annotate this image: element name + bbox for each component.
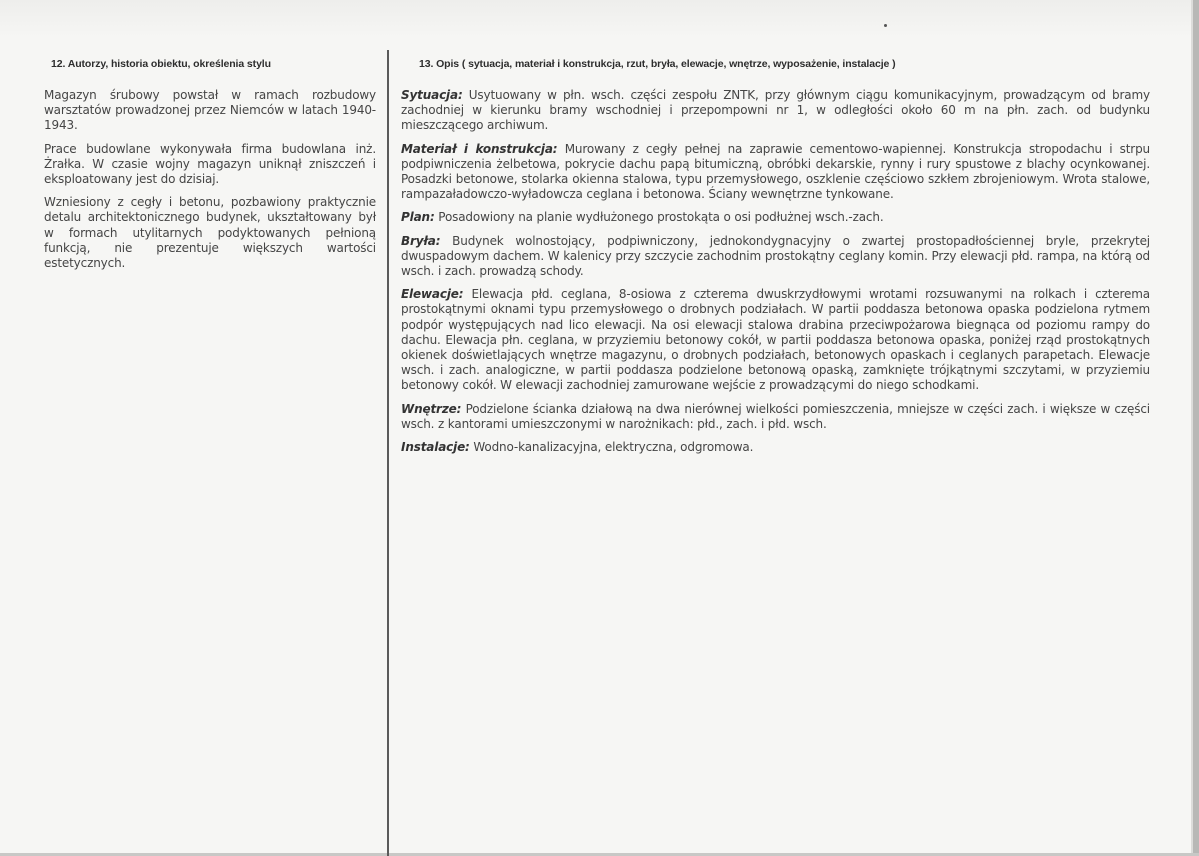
material-text: Murowany z cegły pełnej na zaprawie cementowo-wapiennej. Konstrukcja stropodachu i strpu podpiwniczenia żelbetowa, pokrycie dachu papą bitumiczną, obróbki dekarskie, rynny i rury spustowe z blachy ocynkowanej. Posadzki betonowe, stolarka okienna stalowa, typu przemysłowego, oszklenie częściowo szkłem zbrojeniowym. Wrota stalowe, rampazaładowczo-wyładowcza ceglana i betonowa. Ściany wewnętrzne tynkowane. bbox=[401, 141, 1150, 202]
section-13-column bbox=[401, 58, 1150, 463]
description-material bbox=[401, 142, 1150, 203]
material-label: Materiał i konstrukcja: bbox=[401, 141, 558, 156]
situation-text: Usytuowany w płn. wsch. części zespołu ZNTK, przy głównym ciągu komunikacyjnym, prowadzącym od bramy zachodniej w kierunku bramy wschodniej i przepompowni nr 1, w odległości około 60 m na płn. zach. od budynku mieszczącego archiwum. bbox=[401, 88, 1151, 133]
scan-top-shading bbox=[0, 0, 1199, 38]
scan-speck bbox=[884, 24, 887, 27]
scan-right-edge bbox=[1193, 0, 1199, 856]
massing-text: Budynek wolnostojący, podpiwniczony, jednokondygnacyjny o zwartej prostopadłościennej bryle, przekrytej dwuspadowym dachem. W kalenicy przy szczycie zachodnim prostokątny ceglany komin. Przy elewacji płd. rampa, na którą od wsch. i zach. prowadzą schody. bbox=[401, 233, 1150, 279]
installations-label: Instalacje: bbox=[401, 440, 470, 455]
interior-label: Wnętrze: bbox=[401, 401, 462, 416]
description-plan bbox=[401, 210, 1150, 225]
elevations-label: Elewacje: bbox=[401, 287, 464, 302]
history-paragraph-3: Wzniesiony z cegły i betonu, pozbawiony praktycznie detalu architektonicznego budynek, ukształtowany był w formach utylitarnych podyktowanych pełnioną funkcją, nie prezentuje większych wartości estetycznych. bbox=[44, 195, 376, 271]
situation-label: Sytuacja: bbox=[401, 88, 463, 102]
section-13-heading: 13. Opis ( sytuacja, materiał i konstrukcja, rzut, bryła, elewacje, wnętrze, wyposażenie, instalacje ) bbox=[419, 58, 896, 70]
plan-text: Posadowiony na planie wydłużonego prostokąta o osi podłużnej wsch.-zach. bbox=[438, 210, 884, 225]
history-paragraph-1: Magazyn śrubowy powstał w ramach rozbudowy warsztatów prowadzonej przez Niemców w latach 1940-1943. bbox=[44, 88, 376, 133]
section-12-column bbox=[44, 58, 376, 279]
plan-label: Plan: bbox=[401, 210, 435, 225]
elevations-text: Elewacja płd. ceglana, 8-osiowa z czterema dwuskrzydłowymi wrotami rozsuwanymi na rolkach i czterema prostokątnymi oknami typu przemysłowego o drobnych podziałach. W partii poddasza betonowa opaska podzielona rytmem podpór występujących nad lico elewacji. Na osi elewacji stalowa drabina przeciwpożarowa biegnąca od poziomu rampy do dachu. Elewacja płn. ceglana, w przyziemiu betonowy cokół, w partii poddasza betonowa opaska, poniżej rząd prostokątnych okienek doświetlających wnętrze magazynu, o drobnych podziałach, betonowych opaskach i ceglanych parapetach. Elewacje wsch. i zach. analogiczne, w partii poddasza podzielone betonową opaską, zamknięte trójkątnymi szczytami, w przyziemiu betonowy cokół. W elewacji zachodniej zamurowane wejście z prowadzącymi do niego schodkami. bbox=[401, 287, 1150, 393]
section-12-heading: 12. Autorzy, historia obiektu, określenia stylu bbox=[51, 58, 271, 70]
description-elevations bbox=[401, 287, 1150, 393]
column-divider bbox=[387, 50, 389, 856]
installations-text: Wodno-kanalizacyjna, elektryczna, odgromowa. bbox=[473, 440, 754, 455]
description-installations bbox=[401, 440, 1150, 455]
description-massing bbox=[401, 234, 1150, 280]
description-situation bbox=[401, 88, 1150, 134]
description-interior bbox=[401, 402, 1150, 432]
interior-text: Podzielone ścianka działową na dwa nierównej wielkości pomieszczenia, mniejsze w części zach. i większe w części wsch. z kantorami umieszczonymi w narożnikach: płd., zach. i płd. wsch. bbox=[401, 401, 1150, 431]
history-paragraph-2: Prace budowlane wykonywała firma budowlana inż. Żrałka. W czasie wojny magazyn uniknął zniszczeń i eksploatowany jest do dzisiaj. bbox=[44, 141, 376, 187]
massing-label: Bryła: bbox=[401, 233, 441, 248]
